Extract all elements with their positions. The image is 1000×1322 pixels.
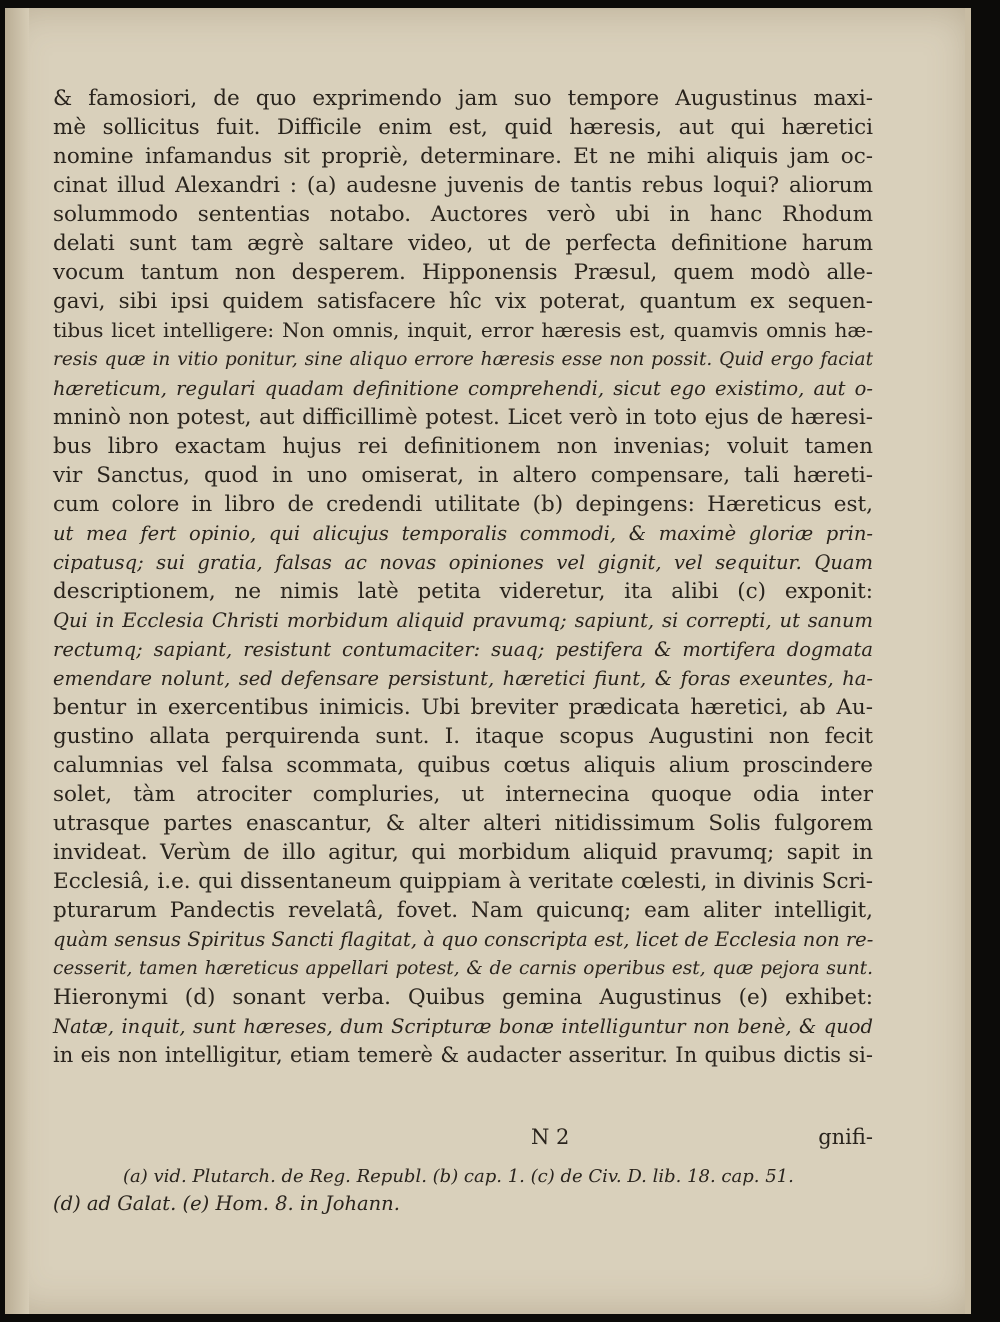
text-line: invideat. Verùm de illo agitur, qui morbidum aliquid pravumq; sapit in (53, 840, 873, 865)
text-line: vocum tantum non desperem. Hipponensis Præsul, quem modò alle- (53, 260, 873, 285)
text-line: Natæ, inquit, sunt hæreses, dum Scripturæ bonæ intelliguntur non benè, & quod (53, 1015, 873, 1038)
text-line: delati sunt tam ægrè saltare video, ut de perfecta definitione harum (53, 231, 873, 256)
footnote: (a) vid. Plutarch. de Reg. Republ. (b) cap. 1. (c) de Civ. D. lib. 18. cap. 51. (123, 1166, 794, 1187)
page-gutter (5, 8, 29, 1314)
signature-row (53, 1124, 873, 1151)
catchword: gnifi- (818, 1125, 873, 1149)
text-line: in eis non intelligitur, etiam temerè & audacter asseritur. In quibus dictis si- (53, 1043, 873, 1067)
text-line: resis quæ in vitio ponitur, sine aliquo errore hæresis esse non possit. Quid ergo faciat (53, 349, 873, 370)
page-edge (965, 8, 971, 1314)
text-line: mè sollicitus fuit. Difficile enim est, quid hæresis, aut qui hæretici (53, 115, 873, 140)
text-line: bus libro exactam hujus rei definitionem non invenias; voluit tamen (53, 434, 873, 459)
text-line: emendare nolunt, sed defensare persistunt, hæretici fiunt, & foras exeuntes, ha- (53, 667, 873, 690)
text-line: calumnias vel falsa scommata, quibus cœtus aliquis alium proscindere (53, 753, 873, 778)
text-line: hæreticum, regulari quadam definitione comprehendi, sicut ego existimo, aut o- (53, 377, 873, 400)
text-line: bentur in exercentibus inimicis. Ubi breviter prædicata hæretici, ab Au- (53, 695, 873, 720)
text-line: gustino allata perquirenda sunt. I. itaque scopus Augustini non fecit (53, 724, 873, 749)
text-line: cesserit, tamen hæreticus appellari potest, & de carnis operibus est, quæ pejora sunt. (53, 958, 873, 979)
page-footer (53, 1124, 873, 1217)
text-line: quàm sensus Spiritus Sancti flagitat, à quo conscripta est, licet de Ecclesia non re- (53, 928, 874, 951)
text-line: descriptionem, ne nimis latè petita videretur, ita alibi (c) exponit: (53, 579, 873, 604)
text-line: vir Sanctus, quod in uno omiserat, in altero compensare, tali hæreti- (53, 463, 873, 488)
text-line: gavi, sibi ipsi quidem satisfacere hîc vix poterat, quantum ex sequen- (53, 289, 873, 314)
text-line: rectumq; sapiant, resistunt contumaciter: suaq; pestifera & mortifera dogmata (53, 638, 873, 661)
text-line: cinat illud Alexandri : (a) audesne juvenis de tantis rebus loqui? aliorum (53, 173, 873, 198)
text-line: ut mea fert opinio, qui alicujus temporalis commodi, & maximè gloriæ prin- (53, 522, 873, 545)
book-page (5, 8, 971, 1314)
signature-mark: N 2 (531, 1125, 570, 1149)
text-line: pturarum Pandectis revelatâ, fovet. Nam quicunq; eam aliter intelligit, (53, 898, 873, 923)
text-line: cum colore in libro de credendi utilitate (b) depingens: Hæreticus est, (53, 492, 873, 517)
text-line: nomine infamandus sit propriè, determinare. Et ne mihi aliquis jam oc- (53, 144, 873, 169)
text-line: Qui in Ecclesia Christi morbidum aliquid pravumq; sapiunt, si correpti, ut sanum (53, 609, 873, 632)
text-line: Ecclesiâ, i.e. qui dissentaneum quippiam à veritate cœlesti, in divinis Scri- (53, 869, 873, 894)
text-line: mninò non potest, aut difficillimè potest. Licet verò in toto ejus de hæresi- (53, 405, 873, 430)
footnote: (d) ad Galat. (e) Hom. 8. in Johann. (53, 1192, 400, 1215)
text-line: solet, tàm atrociter compluries, ut internecina quoque odia inter (53, 782, 873, 807)
body-text (53, 84, 873, 1070)
text-line: solummodo sententias notabo. Auctores verò ubi in hanc Rhodum (53, 202, 873, 227)
text-line: Hieronymi (d) sonant verba. Quibus gemina Augustinus (e) exhibet: (53, 985, 873, 1010)
text-line: & famosiori, de quo exprimendo jam suo tempore Augustinus maxi- (53, 86, 873, 111)
text-line: tibus licet intelligere: Non omnis, inquit, error hæresis est, quamvis omnis hæ- (53, 318, 873, 342)
text-line: cipatusq; sui gratia, falsas ac novas opiniones vel gignit, vel sequitur. Quam (53, 551, 873, 574)
text-line: utrasque partes enascantur, & alter alteri nitidissimum Solis fulgorem (53, 811, 873, 836)
